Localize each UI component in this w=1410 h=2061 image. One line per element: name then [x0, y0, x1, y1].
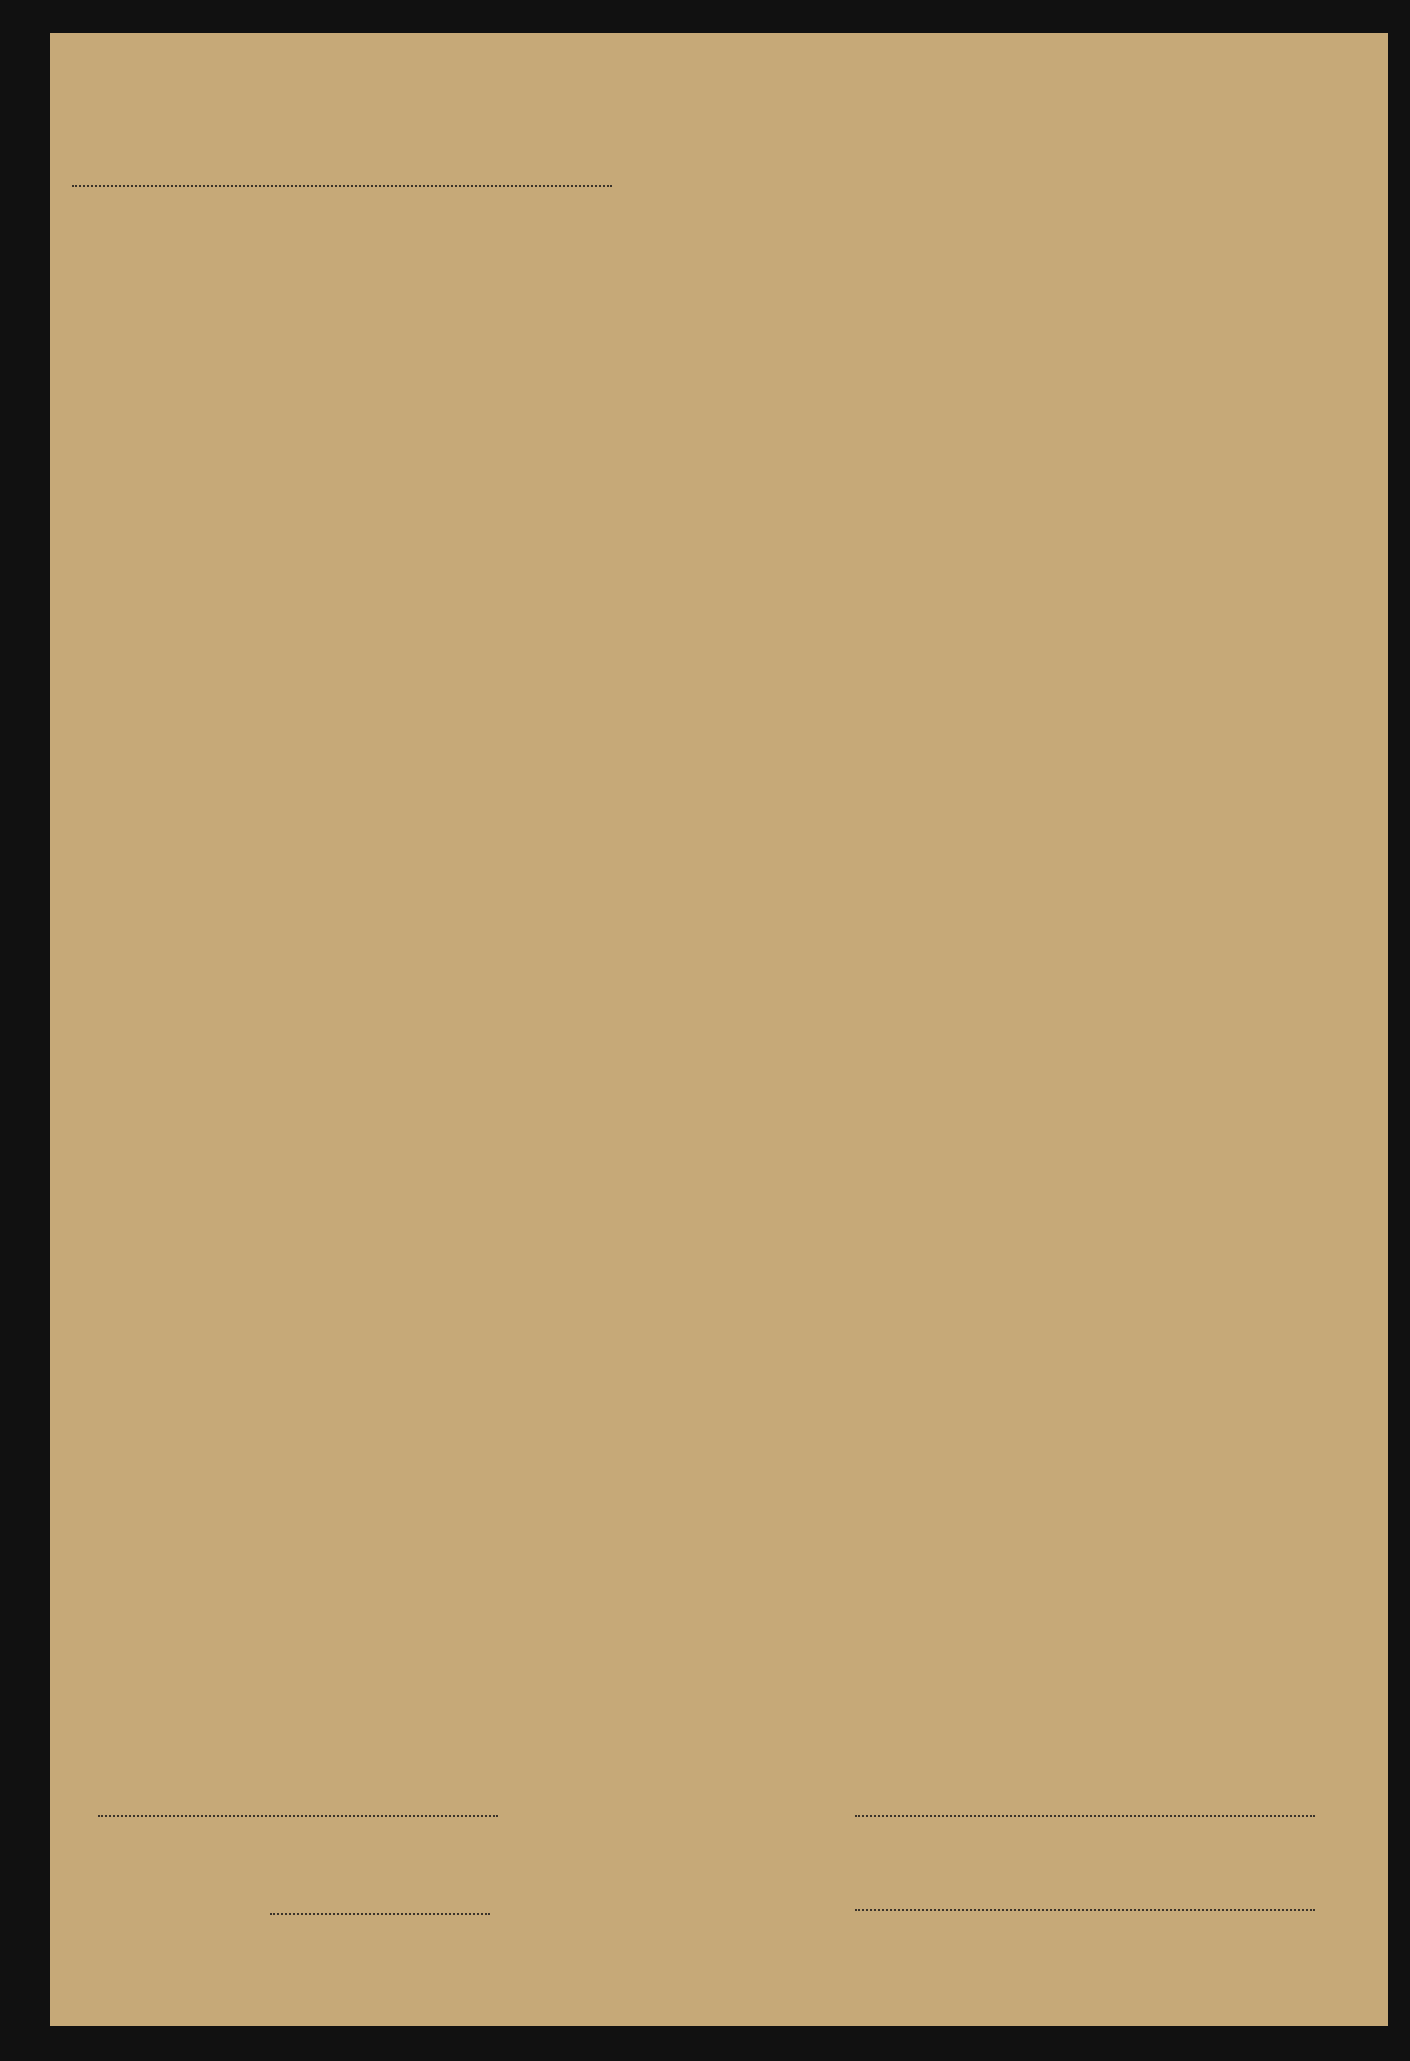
form-sheet [50, 33, 1388, 2026]
archive-footer [0, 2040, 1410, 2061]
table-grid [50, 33, 1388, 2026]
